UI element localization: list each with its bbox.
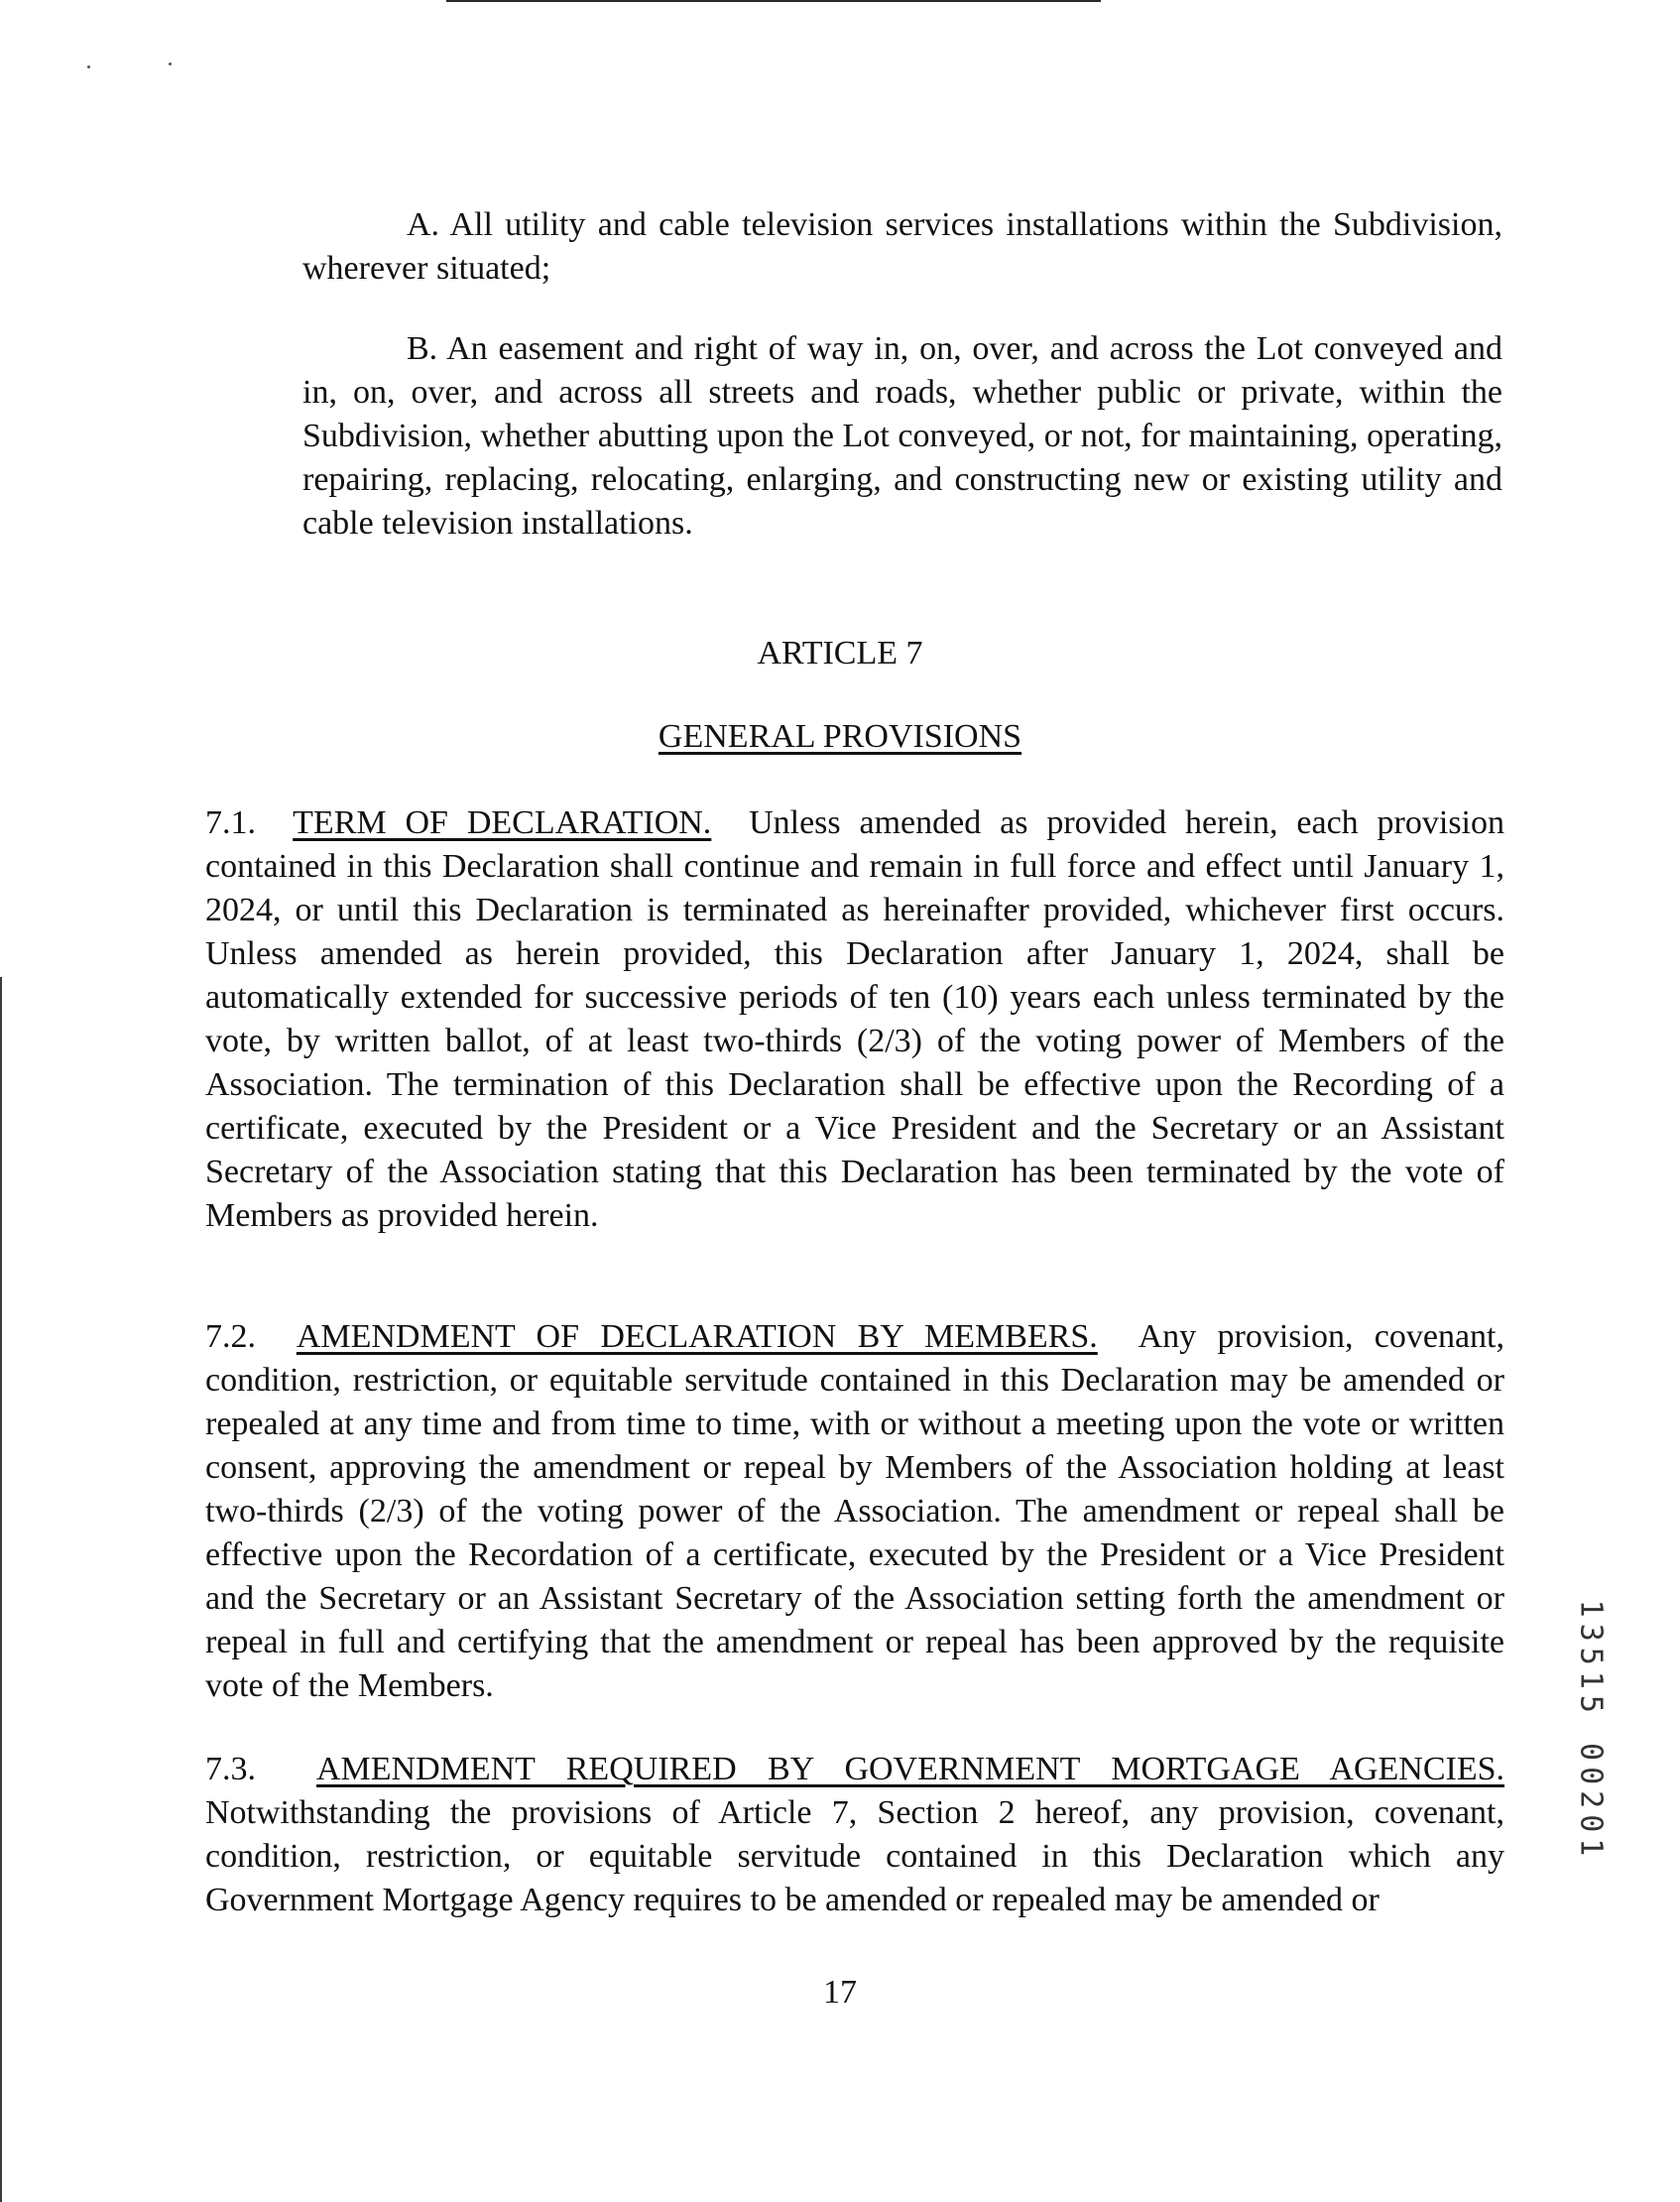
scan-speck [169, 62, 172, 65]
scan-speck [87, 65, 90, 68]
section-number: 7.3. [205, 1751, 256, 1787]
section-body: Any provision, covenant, condition, restriction, or equitable servitude contained in this Declaration may be amended or repealed at any time and from time to time, with or without a meeting upon the vote or written consent, approving the amendment or repeal by Members of the Association holding at least two-thirds (2/3) of the voting power of the Association. The amendment or repeal shall be effective upon the Recordation of a certificate, executed by the President or a Vice President and the Secretary or an Assistant Secretary of the Association setting forth the amendment or repeal in full and certifying that the amendment or repeal has been approved by the requisite vote of the Members. [205, 1318, 1505, 1704]
section-number: 7.2. [205, 1318, 256, 1355]
section-title: AMENDMENT OF DECLARATION BY MEMBERS. [296, 1318, 1098, 1355]
section-7-3 [205, 1748, 1504, 1922]
section-title: AMENDMENT REQUIRED BY GOVERNMENT MORTGAGE AGENCIES. [315, 1751, 1505, 1787]
section-7-2 [205, 1315, 1504, 1708]
article-title: ARTICLE 7 [757, 635, 923, 672]
margin-recording-stamp [1561, 1582, 1620, 1880]
scan-edge-top [446, 0, 1101, 2]
item-a-paragraph: A. All utility and cable television services installations within the Subdivision, wherever situated; [302, 206, 1502, 287]
scan-edge-left [0, 977, 2, 2202]
section-title: TERM OF DECLARATION. [293, 804, 712, 841]
section-7-1 [205, 801, 1504, 1238]
item-b-paragraph: B. An easement and right of way in, on, over, and across the Lot conveyed and in, on, over, and across all streets and roads, whether public or private, within the Subdivision, whether abutting upon the Lot conveyed, or not, for maintaining, operating, repairing, replacing, relocating, enlarging, and constructing new or existing utility and cable television installations. [302, 330, 1502, 542]
section-body: Notwithstanding the provisions of Article 7, Section 2 hereof, any provision, covenant, condition, restriction, or equitable servitude contained in this Declaration which any Government Mortgage Agency requires to be amended or repealed may be amended or [205, 1794, 1504, 1918]
section-number: 7.1. [205, 804, 256, 841]
article-heading [0, 718, 1680, 756]
article-heading-text: GENERAL PROVISIONS [658, 718, 1022, 755]
section-body: Unless amended as provided herein, each provision contained in this Declaration shall continue and remain in full force and effect until January 1, 2024, or until this Declaration is terminated as hereinafter provided, whichever first occurs. Unless amended as herein provided, this Declaration after January 1, 2024, shall be automatically extended for successive periods of ten (10) years each unless terminated by the vote, by written ballot, of at least two-thirds (2/3) of the voting power of Members of the Association. The termination of this Declaration shall be effective upon the Recording of a certificate, executed by the President or a Vice President and the Secretary or an Assistant Secretary of the Association stating that this Declaration has been terminated by the vote of Members as provided herein. [205, 804, 1504, 1234]
margin-stamp-text: 13515 00201 [1573, 1599, 1609, 1863]
page-number: 17 [823, 1974, 857, 2011]
